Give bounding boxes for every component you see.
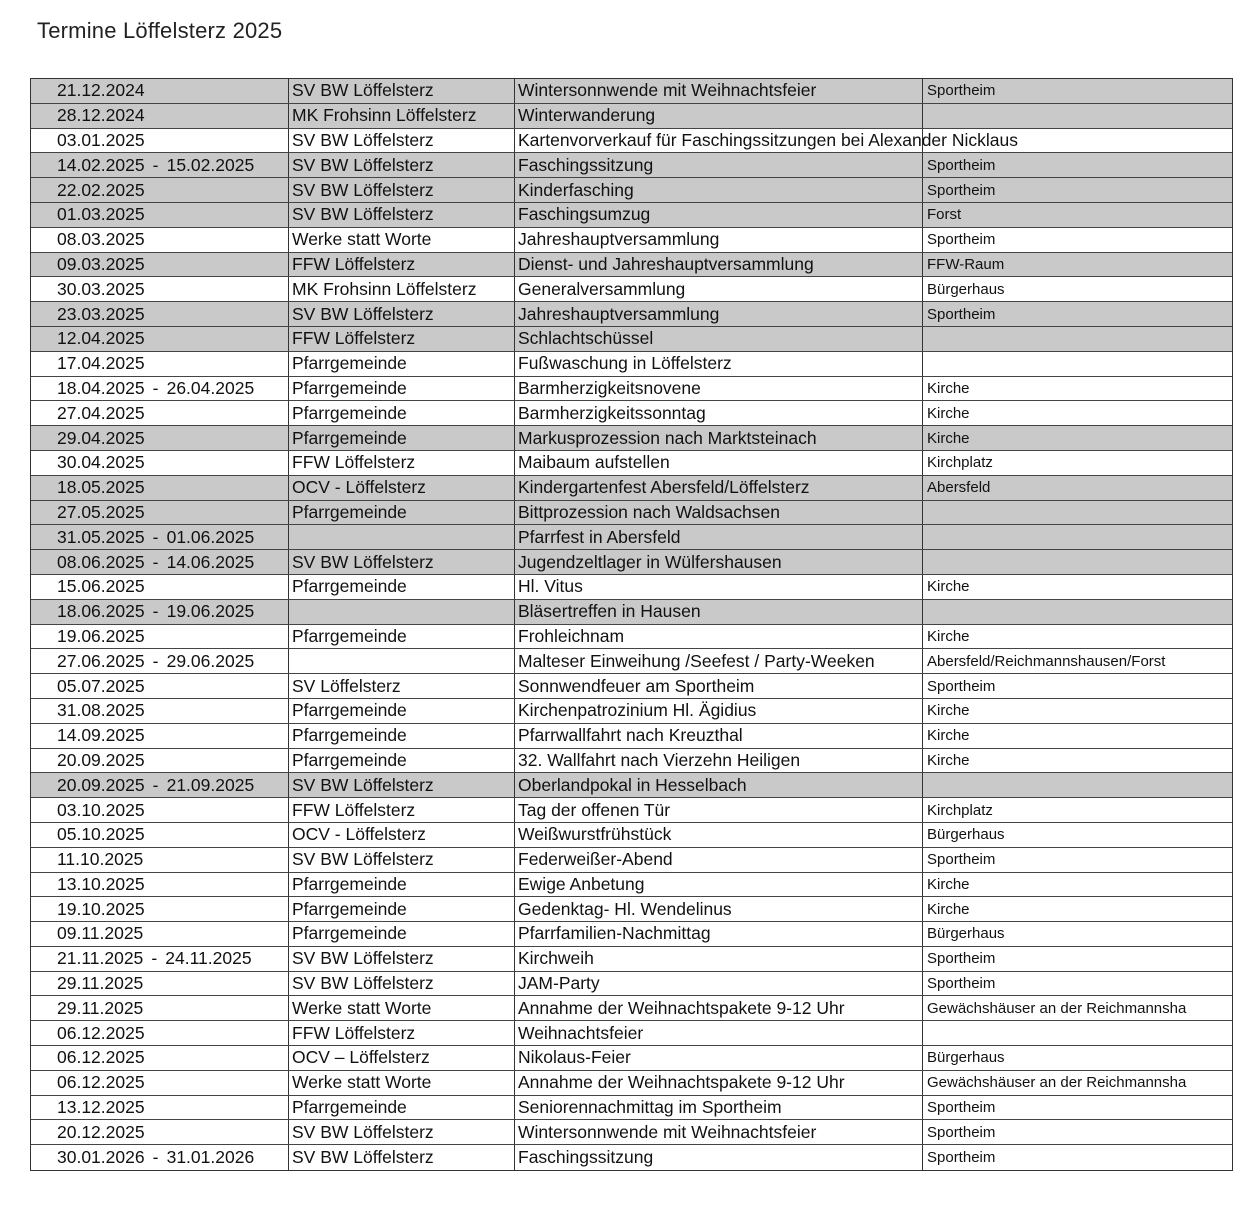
organizer-cell: Pfarrgemeinde bbox=[289, 352, 515, 376]
table-row bbox=[31, 104, 1232, 129]
event-cell: Federweißer-Abend bbox=[515, 848, 923, 872]
date-cell bbox=[31, 922, 289, 946]
date-cell bbox=[31, 153, 289, 177]
date-range-separator: - bbox=[152, 551, 159, 572]
date-range-separator: - bbox=[151, 948, 158, 969]
location-cell: Bürgerhaus bbox=[927, 925, 1005, 943]
table-row bbox=[31, 600, 1232, 625]
organizer-cell: OCV - Löffelsterz bbox=[289, 823, 515, 847]
table-row bbox=[31, 848, 1232, 873]
date-cell bbox=[31, 302, 289, 326]
date-start: 17.04.2025 bbox=[57, 353, 145, 374]
organizer-cell: Pfarrgemeinde bbox=[289, 922, 515, 946]
table-row bbox=[31, 625, 1232, 650]
date-cell bbox=[31, 104, 289, 128]
location-cell: Sportheim bbox=[927, 82, 996, 100]
organizer-cell: SV BW Löffelsterz bbox=[289, 129, 515, 153]
table-row bbox=[31, 476, 1232, 501]
organizer-cell: OCV - Löffelsterz bbox=[289, 476, 515, 500]
date-start: 29.11.2025 bbox=[57, 973, 144, 994]
organizer-cell: MK Frohsinn Löffelsterz bbox=[289, 277, 515, 301]
date-start: 18.05.2025 bbox=[57, 477, 145, 498]
location-cell: Sportheim bbox=[927, 1149, 996, 1167]
date-cell bbox=[31, 897, 289, 921]
organizer-cell: FFW Löffelsterz bbox=[289, 1021, 515, 1045]
organizer-cell: FFW Löffelsterz bbox=[289, 798, 515, 822]
table-row bbox=[31, 922, 1232, 947]
event-cell: Barmherzigkeitssonntag bbox=[515, 401, 923, 425]
location-cell: Kirche bbox=[927, 429, 970, 447]
table-row bbox=[31, 649, 1232, 674]
date-start: 23.03.2025 bbox=[57, 303, 145, 324]
date-cell bbox=[31, 253, 289, 277]
date-start: 05.10.2025 bbox=[57, 824, 145, 845]
event-cell: Oberlandpokal in Hesselbach bbox=[515, 773, 923, 797]
date-start: 29.04.2025 bbox=[57, 427, 145, 448]
table-row bbox=[31, 253, 1232, 278]
location-cell: Kirche bbox=[927, 627, 970, 645]
date-cell bbox=[31, 972, 289, 996]
location-cell: Gewächshäuser an der Reichmannsha bbox=[927, 999, 1187, 1017]
table-row bbox=[31, 352, 1232, 377]
date-cell bbox=[31, 798, 289, 822]
event-cell: Frohleichnam bbox=[515, 625, 923, 649]
date-end: 26.04.2025 bbox=[166, 377, 255, 398]
date-cell bbox=[31, 79, 289, 103]
date-end: 24.11.2025 bbox=[165, 948, 252, 969]
event-cell: Weihnachtsfeier bbox=[515, 1021, 923, 1045]
date-start: 30.03.2025 bbox=[57, 278, 145, 299]
date-cell bbox=[31, 625, 289, 649]
event-cell: Maibaum aufstellen bbox=[515, 451, 923, 475]
table-row bbox=[31, 277, 1232, 302]
date-cell bbox=[31, 575, 289, 599]
organizer-cell: Pfarrgemeinde bbox=[289, 749, 515, 773]
date-start: 14.02.2025 bbox=[57, 154, 145, 175]
organizer-cell: Werke statt Worte bbox=[289, 228, 515, 252]
organizer-cell: Pfarrgemeinde bbox=[289, 873, 515, 897]
organizer-cell: SV BW Löffelsterz bbox=[289, 773, 515, 797]
event-cell: Fußwaschung in Löffelsterz bbox=[515, 352, 923, 376]
date-start: 15.06.2025 bbox=[57, 576, 145, 597]
organizer-cell: Werke statt Worte bbox=[289, 1071, 515, 1095]
event-cell: Kirchenpatrozinium Hl. Ägidius bbox=[515, 699, 923, 723]
event-cell: Nikolaus-Feier bbox=[515, 1046, 923, 1070]
event-cell: Faschingsumzug bbox=[515, 203, 923, 227]
date-cell bbox=[31, 178, 289, 202]
date-cell bbox=[31, 1021, 289, 1045]
date-cell bbox=[31, 129, 289, 153]
organizer-cell: FFW Löffelsterz bbox=[289, 253, 515, 277]
event-cell: JAM-Party bbox=[515, 972, 923, 996]
location-cell bbox=[923, 550, 1232, 574]
event-cell: Seniorennachmittag im Sportheim bbox=[515, 1096, 923, 1120]
date-cell bbox=[31, 550, 289, 574]
date-start: 12.04.2025 bbox=[57, 328, 145, 349]
event-cell: Barmherzigkeitsnovene bbox=[515, 377, 923, 401]
date-cell bbox=[31, 228, 289, 252]
date-end: 14.06.2025 bbox=[166, 551, 255, 572]
location-cell: FFW-Raum bbox=[927, 255, 1005, 273]
date-start: 27.04.2025 bbox=[57, 402, 145, 423]
event-cell: Gedenktag- Hl. Wendelinus bbox=[515, 897, 923, 921]
table-row bbox=[31, 129, 1232, 154]
event-cell: Pfarrwallfahrt nach Kreuzthal bbox=[515, 724, 923, 748]
table-row bbox=[31, 773, 1232, 798]
location-cell: Sportheim bbox=[927, 950, 996, 968]
organizer-cell: Pfarrgemeinde bbox=[289, 625, 515, 649]
table-row bbox=[31, 674, 1232, 699]
table-row bbox=[31, 79, 1232, 104]
date-start: 28.12.2024 bbox=[57, 105, 145, 126]
table-row bbox=[31, 1096, 1232, 1121]
date-start: 22.02.2025 bbox=[57, 179, 145, 200]
date-start: 21.12.2024 bbox=[57, 80, 145, 101]
organizer-cell: SV BW Löffelsterz bbox=[289, 1120, 515, 1144]
location-cell: Kirche bbox=[927, 900, 970, 918]
location-cell: Sportheim bbox=[927, 156, 996, 174]
date-start: 27.05.2025 bbox=[57, 501, 145, 522]
table-row bbox=[31, 451, 1232, 476]
date-cell bbox=[31, 848, 289, 872]
date-start: 09.03.2025 bbox=[57, 253, 145, 274]
location-cell: Forst bbox=[927, 206, 962, 224]
table-row bbox=[31, 153, 1232, 178]
schedule-table bbox=[30, 78, 1233, 1171]
event-cell: Annahme der Weihnachtspakete 9-12 Uhr bbox=[515, 996, 923, 1020]
organizer-cell: Pfarrgemeinde bbox=[289, 426, 515, 450]
location-cell bbox=[923, 773, 1232, 797]
organizer-cell: SV BW Löffelsterz bbox=[289, 947, 515, 971]
table-row bbox=[31, 1071, 1232, 1096]
table-row bbox=[31, 749, 1232, 774]
event-cell: Bittprozession nach Waldsachsen bbox=[515, 501, 923, 525]
table-row bbox=[31, 1021, 1232, 1046]
date-start: 08.06.2025 bbox=[57, 551, 145, 572]
date-cell bbox=[31, 377, 289, 401]
date-start: 20.12.2025 bbox=[57, 1121, 145, 1142]
date-range-separator: - bbox=[152, 377, 159, 398]
table-row bbox=[31, 873, 1232, 898]
date-cell bbox=[31, 1120, 289, 1144]
location-cell: Bürgerhaus bbox=[927, 1049, 1005, 1067]
table-row bbox=[31, 699, 1232, 724]
event-cell: Annahme der Weihnachtspakete 9-12 Uhr bbox=[515, 1071, 923, 1095]
date-cell bbox=[31, 600, 289, 624]
location-cell: Kirche bbox=[927, 875, 970, 893]
table-row bbox=[31, 798, 1232, 823]
table-row bbox=[31, 575, 1232, 600]
date-cell bbox=[31, 674, 289, 698]
date-start: 13.12.2025 bbox=[57, 1097, 145, 1118]
date-cell bbox=[31, 451, 289, 475]
location-cell bbox=[923, 501, 1232, 525]
location-cell: Sportheim bbox=[927, 851, 996, 869]
table-row bbox=[31, 996, 1232, 1021]
date-start: 03.01.2025 bbox=[57, 129, 145, 150]
page-title: Termine Löffelsterz 2025 bbox=[37, 18, 283, 43]
date-start: 21.11.2025 bbox=[57, 948, 144, 969]
date-end: 01.06.2025 bbox=[166, 526, 255, 547]
date-cell bbox=[31, 873, 289, 897]
location-cell bbox=[923, 600, 1232, 624]
organizer-cell: FFW Löffelsterz bbox=[289, 327, 515, 351]
table-row bbox=[31, 1046, 1232, 1071]
date-end: 21.09.2025 bbox=[166, 774, 255, 795]
organizer-cell: Pfarrgemeinde bbox=[289, 501, 515, 525]
date-range-separator: - bbox=[152, 650, 159, 671]
table-row bbox=[31, 947, 1232, 972]
location-cell bbox=[923, 525, 1232, 549]
organizer-cell: Pfarrgemeinde bbox=[289, 377, 515, 401]
event-cell: Jugendzeltlager in Wülfershausen bbox=[515, 550, 923, 574]
date-start: 13.10.2025 bbox=[57, 873, 145, 894]
date-cell bbox=[31, 476, 289, 500]
organizer-cell: Pfarrgemeinde bbox=[289, 1096, 515, 1120]
date-cell bbox=[31, 501, 289, 525]
table-row bbox=[31, 426, 1232, 451]
event-cell: Malteser Einweihung /Seefest / Party-Weeken bbox=[515, 649, 923, 673]
location-cell: Sportheim bbox=[927, 181, 996, 199]
location-cell bbox=[923, 352, 1232, 376]
event-cell: Jahreshauptversammlung bbox=[515, 302, 923, 326]
date-start: 09.11.2025 bbox=[57, 923, 144, 944]
organizer-cell bbox=[289, 525, 515, 549]
event-cell: Dienst- und Jahreshauptversammlung bbox=[515, 253, 923, 277]
date-cell bbox=[31, 1046, 289, 1070]
organizer-cell: Pfarrgemeinde bbox=[289, 699, 515, 723]
location-cell bbox=[923, 1021, 1232, 1045]
location-cell: Kirche bbox=[927, 751, 970, 769]
location-cell: Bürgerhaus bbox=[927, 280, 1005, 298]
location-cell: Kirche bbox=[927, 578, 970, 596]
organizer-cell: MK Frohsinn Löffelsterz bbox=[289, 104, 515, 128]
date-start: 06.12.2025 bbox=[57, 1022, 145, 1043]
location-cell: Abersfeld/Reichmannshausen/Forst bbox=[927, 652, 1166, 670]
date-start: 19.10.2025 bbox=[57, 898, 145, 919]
date-range-separator: - bbox=[152, 526, 159, 547]
location-cell: Sportheim bbox=[927, 677, 996, 695]
table-row bbox=[31, 1120, 1232, 1145]
date-range-separator: - bbox=[152, 774, 159, 795]
date-end: 29.06.2025 bbox=[166, 650, 255, 671]
event-cell: Markusprozession nach Marktsteinach bbox=[515, 426, 923, 450]
event-cell: Kindergartenfest Abersfeld/Löffelsterz bbox=[515, 476, 923, 500]
date-start: 19.06.2025 bbox=[57, 625, 145, 646]
date-start: 20.09.2025 bbox=[57, 774, 145, 795]
organizer-cell: SV Löffelsterz bbox=[289, 674, 515, 698]
date-start: 18.04.2025 bbox=[57, 377, 145, 398]
date-range-separator: - bbox=[152, 601, 159, 622]
date-end: 15.02.2025 bbox=[166, 154, 255, 175]
event-cell: Pfarrfamilien-Nachmittag bbox=[515, 922, 923, 946]
organizer-cell: Pfarrgemeinde bbox=[289, 401, 515, 425]
table-row bbox=[31, 897, 1232, 922]
event-cell: Tag der offenen Tür bbox=[515, 798, 923, 822]
date-cell bbox=[31, 947, 289, 971]
organizer-cell: Pfarrgemeinde bbox=[289, 575, 515, 599]
date-cell bbox=[31, 277, 289, 301]
organizer-cell: SV BW Löffelsterz bbox=[289, 550, 515, 574]
date-cell bbox=[31, 203, 289, 227]
event-cell: Wintersonnwende mit Weihnachtsfeier bbox=[515, 1120, 923, 1144]
location-cell: Kirchplatz bbox=[927, 454, 993, 472]
table-row bbox=[31, 823, 1232, 848]
date-range-separator: - bbox=[152, 154, 159, 175]
date-cell bbox=[31, 426, 289, 450]
date-start: 11.10.2025 bbox=[57, 849, 144, 870]
location-cell: Kirchplatz bbox=[927, 801, 993, 819]
location-cell: Sportheim bbox=[927, 975, 996, 993]
table-row bbox=[31, 525, 1232, 550]
date-start: 05.07.2025 bbox=[57, 675, 145, 696]
organizer-cell bbox=[289, 649, 515, 673]
table-row bbox=[31, 550, 1232, 575]
date-cell bbox=[31, 699, 289, 723]
organizer-cell: SV BW Löffelsterz bbox=[289, 79, 515, 103]
date-start: 18.06.2025 bbox=[57, 601, 145, 622]
event-cell: Generalversammlung bbox=[515, 277, 923, 301]
organizer-cell: SV BW Löffelsterz bbox=[289, 178, 515, 202]
table-row bbox=[31, 178, 1232, 203]
event-cell: Ewige Anbetung bbox=[515, 873, 923, 897]
organizer-cell: Pfarrgemeinde bbox=[289, 897, 515, 921]
date-start: 31.08.2025 bbox=[57, 700, 145, 721]
organizer-cell: SV BW Löffelsterz bbox=[289, 203, 515, 227]
date-cell bbox=[31, 1145, 289, 1170]
organizer-cell: SV BW Löffelsterz bbox=[289, 302, 515, 326]
organizer-cell: SV BW Löffelsterz bbox=[289, 848, 515, 872]
organizer-cell: FFW Löffelsterz bbox=[289, 451, 515, 475]
location-cell: Sportheim bbox=[927, 305, 996, 323]
event-cell: Wintersonnwende mit Weihnachtsfeier bbox=[515, 79, 923, 103]
date-cell bbox=[31, 525, 289, 549]
date-cell bbox=[31, 401, 289, 425]
event-cell: Pfarrfest in Abersfeld bbox=[515, 525, 923, 549]
table-row bbox=[31, 1145, 1232, 1170]
table-row bbox=[31, 972, 1232, 997]
location-cell: Sportheim bbox=[927, 231, 996, 249]
location-cell: Sportheim bbox=[927, 1123, 996, 1141]
date-cell bbox=[31, 749, 289, 773]
location-cell: Kirche bbox=[927, 727, 970, 745]
organizer-cell: SV BW Löffelsterz bbox=[289, 1145, 515, 1170]
table-row bbox=[31, 501, 1232, 526]
date-range-separator: - bbox=[152, 1147, 159, 1168]
event-cell: Faschingssitzung bbox=[515, 1145, 923, 1170]
event-cell: Kartenvorverkauf für Faschingssitzungen bei Alexander Nicklaus bbox=[515, 129, 923, 153]
organizer-cell: Werke statt Worte bbox=[289, 996, 515, 1020]
organizer-cell: Pfarrgemeinde bbox=[289, 724, 515, 748]
date-cell bbox=[31, 724, 289, 748]
date-start: 20.09.2025 bbox=[57, 749, 145, 770]
location-cell: Sportheim bbox=[927, 1099, 996, 1117]
date-start: 29.11.2025 bbox=[57, 997, 144, 1018]
date-start: 30.04.2025 bbox=[57, 452, 145, 473]
location-cell: Kirche bbox=[927, 379, 970, 397]
table-row bbox=[31, 377, 1232, 402]
event-cell: Bläsertreffen in Hausen bbox=[515, 600, 923, 624]
location-cell: Bürgerhaus bbox=[927, 826, 1005, 844]
table-row bbox=[31, 401, 1232, 426]
table-row bbox=[31, 203, 1232, 228]
event-cell: Kirchweih bbox=[515, 947, 923, 971]
date-cell bbox=[31, 773, 289, 797]
location-cell: Abersfeld bbox=[927, 479, 991, 497]
event-cell: Jahreshauptversammlung bbox=[515, 228, 923, 252]
date-start: 06.12.2025 bbox=[57, 1047, 145, 1068]
event-cell: Faschingssitzung bbox=[515, 153, 923, 177]
date-start: 06.12.2025 bbox=[57, 1072, 145, 1093]
event-cell: Hl. Vitus bbox=[515, 575, 923, 599]
location-cell bbox=[923, 327, 1232, 351]
date-start: 08.03.2025 bbox=[57, 229, 145, 250]
event-cell: Weißwurstfrühstück bbox=[515, 823, 923, 847]
event-cell: Kinderfasching bbox=[515, 178, 923, 202]
table-row bbox=[31, 327, 1232, 352]
date-cell bbox=[31, 649, 289, 673]
organizer-cell: SV BW Löffelsterz bbox=[289, 153, 515, 177]
organizer-cell: OCV – Löffelsterz bbox=[289, 1046, 515, 1070]
location-cell bbox=[923, 104, 1232, 128]
location-cell: Gewächshäuser an der Reichmannsha bbox=[927, 1074, 1187, 1092]
date-start: 01.03.2025 bbox=[57, 204, 145, 225]
date-cell bbox=[31, 352, 289, 376]
date-start: 31.05.2025 bbox=[57, 526, 145, 547]
table-row bbox=[31, 228, 1232, 253]
location-cell: Kirche bbox=[927, 702, 970, 720]
location-cell: Kirche bbox=[927, 404, 970, 422]
organizer-cell bbox=[289, 600, 515, 624]
table-row bbox=[31, 724, 1232, 749]
date-start: 14.09.2025 bbox=[57, 725, 145, 746]
event-cell: Sonnwendfeuer am Sportheim bbox=[515, 674, 923, 698]
organizer-cell: SV BW Löffelsterz bbox=[289, 972, 515, 996]
date-start: 27.06.2025 bbox=[57, 650, 145, 671]
date-start: 03.10.2025 bbox=[57, 799, 145, 820]
date-cell bbox=[31, 996, 289, 1020]
date-cell bbox=[31, 823, 289, 847]
event-cell: 32. Wallfahrt nach Vierzehn Heiligen bbox=[515, 749, 923, 773]
date-end: 31.01.2026 bbox=[166, 1147, 255, 1168]
table-row bbox=[31, 302, 1232, 327]
event-cell: Winterwanderung bbox=[515, 104, 923, 128]
date-cell bbox=[31, 1096, 289, 1120]
date-end: 19.06.2025 bbox=[166, 601, 255, 622]
date-cell bbox=[31, 1071, 289, 1095]
event-cell: Schlachtschüssel bbox=[515, 327, 923, 351]
date-start: 30.01.2026 bbox=[57, 1147, 145, 1168]
date-cell bbox=[31, 327, 289, 351]
